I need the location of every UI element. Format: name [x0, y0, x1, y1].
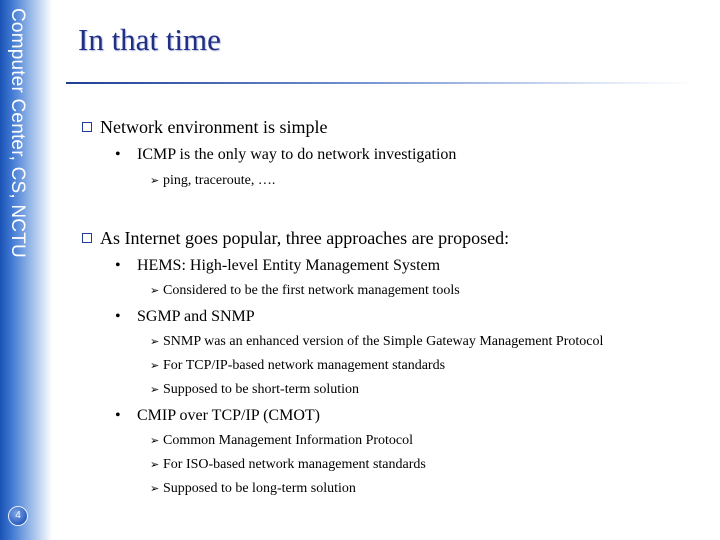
bullet-text: For TCP/IP-based network management standards	[163, 358, 446, 373]
bullet-text: Supposed to be short-term solution	[163, 382, 359, 397]
bullet-text: ICMP is the only way to do network investigation	[137, 146, 457, 163]
dot-bullet-icon: •	[115, 308, 121, 325]
bullet-level3	[150, 383, 359, 397]
bullet-level2	[115, 147, 456, 163]
bullet-text: Common Management Information Protocol	[163, 433, 414, 448]
dot-bullet-icon: •	[115, 407, 121, 424]
bullet-level1	[82, 229, 509, 247]
bullet-text: Supposed to be long-term solution	[163, 481, 356, 496]
bullet-level2	[115, 258, 440, 274]
bullet-text: For ISO-based network management standards	[163, 457, 426, 472]
bullet-level3	[150, 335, 603, 349]
bullet-text: SNMP was an enhanced version of the Simple Gateway Management Protocol	[163, 334, 604, 349]
arrow-bullet-icon: ➢	[150, 434, 160, 447]
bullet-level3	[150, 434, 413, 448]
bullet-level3	[150, 458, 426, 472]
arrow-bullet-icon: ➢	[150, 383, 160, 396]
bullet-text: Network environment is simple	[100, 117, 328, 137]
bullet-level2	[115, 408, 320, 424]
bullet-text: CMIP over TCP/IP (CMOT)	[137, 407, 320, 424]
arrow-bullet-icon: ➢	[150, 335, 160, 348]
bullet-text: HEMS: High-level Entity Management System	[137, 257, 441, 274]
title-divider	[66, 82, 696, 84]
bullet-level1	[82, 118, 327, 136]
bullet-text: SGMP and SNMP	[137, 308, 255, 325]
bullet-level2	[115, 309, 255, 325]
arrow-bullet-icon: ➢	[150, 284, 160, 297]
bullet-level3	[150, 482, 356, 496]
square-bullet-icon	[82, 233, 92, 243]
arrow-bullet-icon: ➢	[150, 359, 160, 372]
arrow-bullet-icon: ➢	[150, 482, 160, 495]
square-bullet-icon	[82, 122, 92, 132]
dot-bullet-icon: •	[115, 257, 121, 274]
sidebar-band	[0, 0, 52, 540]
dot-bullet-icon: •	[115, 146, 121, 163]
page-number: 4	[8, 506, 28, 526]
arrow-bullet-icon: ➢	[150, 458, 160, 471]
bullet-text: ping, traceroute, ….	[163, 173, 276, 188]
bullet-text: Considered to be the first network management tools	[163, 283, 460, 298]
slide-title: In that time	[78, 22, 221, 57]
bullet-level3	[150, 284, 460, 298]
bullet-text: As Internet goes popular, three approaches are proposed:	[100, 228, 510, 248]
arrow-bullet-icon: ➢	[150, 174, 160, 187]
institution-label: Computer Center, CS, NCTU	[7, 8, 28, 258]
bullet-level3	[150, 359, 445, 373]
bullet-level3	[150, 174, 275, 188]
